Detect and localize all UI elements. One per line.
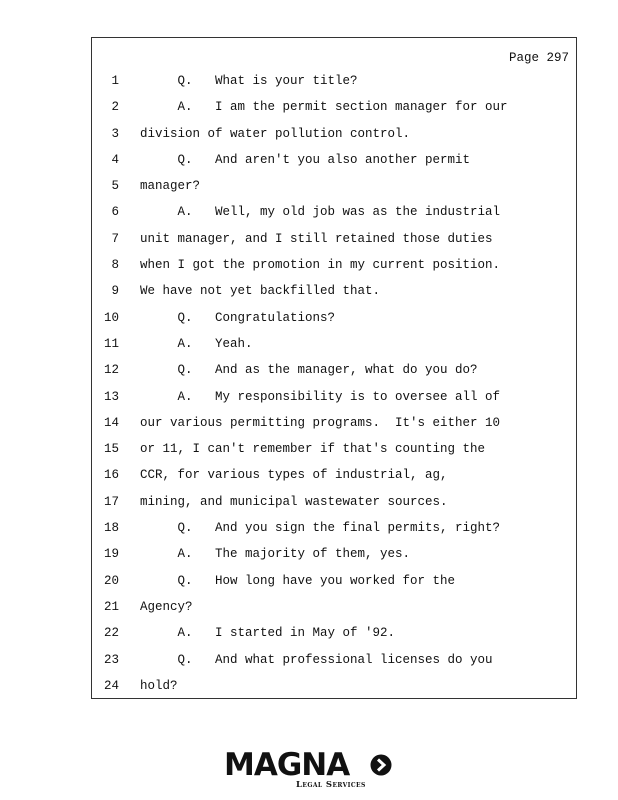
line-number: 3 xyxy=(111,126,119,141)
line-text: our various permitting programs. It's either 10 xyxy=(140,415,501,430)
transcript-line xyxy=(92,121,576,147)
line-number: 11 xyxy=(103,336,119,351)
transcript-line xyxy=(92,147,576,173)
line-number: 8 xyxy=(111,258,119,273)
line-number: 1 xyxy=(111,74,119,88)
transcript-line xyxy=(92,252,576,278)
transcript-line xyxy=(92,594,576,620)
transcript-line xyxy=(92,68,576,94)
transcript-line xyxy=(92,226,576,252)
line-number: 14 xyxy=(103,415,119,430)
line-text: CCR, for various types of industrial, ag, xyxy=(140,468,448,483)
line-number: 16 xyxy=(103,468,119,483)
transcript-line xyxy=(92,436,576,462)
transcript-line xyxy=(92,515,576,541)
line-number: 4 xyxy=(111,152,119,167)
line-text: Q. How long have you worked for the xyxy=(140,573,456,588)
line-number: 2 xyxy=(111,100,119,115)
transcript-line xyxy=(92,331,576,357)
line-text: A. My responsibility is to oversee all of xyxy=(140,389,501,404)
line-text: division of water pollution control. xyxy=(140,126,411,141)
page-number: Page 297 xyxy=(508,51,569,65)
line-text: mining, and municipal wastewater sources. xyxy=(140,494,448,509)
line-text: or 11, I can't remember if that's counting the xyxy=(140,442,486,457)
logo-subtitle: Legal Services xyxy=(296,780,366,790)
transcript-line xyxy=(92,462,576,488)
line-text: A. Well, my old job was as the industrial xyxy=(140,205,501,220)
line-text: Q. And aren't you also another permit xyxy=(140,152,471,167)
line-text: Q. Congratulations? xyxy=(140,310,336,325)
transcript-line xyxy=(92,305,576,331)
line-number: 12 xyxy=(103,363,119,378)
transcript-line xyxy=(92,620,576,646)
line-number: 23 xyxy=(103,652,119,667)
line-number: 13 xyxy=(103,389,119,404)
line-number: 18 xyxy=(103,521,119,536)
line-number: 17 xyxy=(103,494,119,509)
line-text: A. Yeah. xyxy=(140,336,253,351)
transcript-line xyxy=(92,384,576,410)
line-text: Q. And as the manager, what do you do? xyxy=(140,363,478,378)
line-number: 9 xyxy=(111,284,119,299)
magna-logo xyxy=(222,748,397,792)
line-text: Q. And you sign the final permits, right? xyxy=(140,521,501,536)
line-text: We have not yet backfilled that. xyxy=(140,284,381,299)
transcript-line xyxy=(92,673,576,699)
line-number: 7 xyxy=(111,231,119,246)
transcript-line xyxy=(92,541,576,567)
line-text: A. I started in May of '92. xyxy=(140,626,396,641)
line-number: 21 xyxy=(103,599,119,614)
line-text: Q. And what professional licenses do you xyxy=(140,652,493,667)
line-text: A. The majority of them, yes. xyxy=(140,547,411,562)
transcript-line xyxy=(92,94,576,120)
transcript-page xyxy=(91,37,577,699)
line-text: unit manager, and I still retained those duties xyxy=(140,231,493,246)
line-text: Q. What is your title? xyxy=(140,74,358,88)
line-number: 19 xyxy=(103,547,119,562)
transcript-line xyxy=(92,568,576,594)
line-text: manager? xyxy=(140,179,201,194)
line-text: A. I am the permit section manager for our xyxy=(140,100,508,115)
line-number: 5 xyxy=(111,179,119,194)
transcript-line xyxy=(92,278,576,304)
line-number: 24 xyxy=(103,678,119,693)
line-number: 10 xyxy=(103,310,119,325)
transcript-line xyxy=(92,410,576,436)
transcript-lines xyxy=(92,68,576,699)
transcript-line xyxy=(92,199,576,225)
line-text: when I got the promotion in my current position. xyxy=(140,258,501,273)
line-number: 15 xyxy=(103,442,119,457)
line-text: Agency? xyxy=(140,599,193,614)
line-number: 20 xyxy=(103,573,119,588)
line-number: 6 xyxy=(111,205,119,220)
logo-wordmark: MAGNA xyxy=(224,747,350,783)
transcript-line xyxy=(92,647,576,673)
arrow-circle-icon xyxy=(370,754,392,776)
line-text: hold? xyxy=(140,678,178,693)
transcript-line xyxy=(92,489,576,515)
line-number: 22 xyxy=(103,626,119,641)
transcript-line xyxy=(92,357,576,383)
transcript-line xyxy=(92,173,576,199)
